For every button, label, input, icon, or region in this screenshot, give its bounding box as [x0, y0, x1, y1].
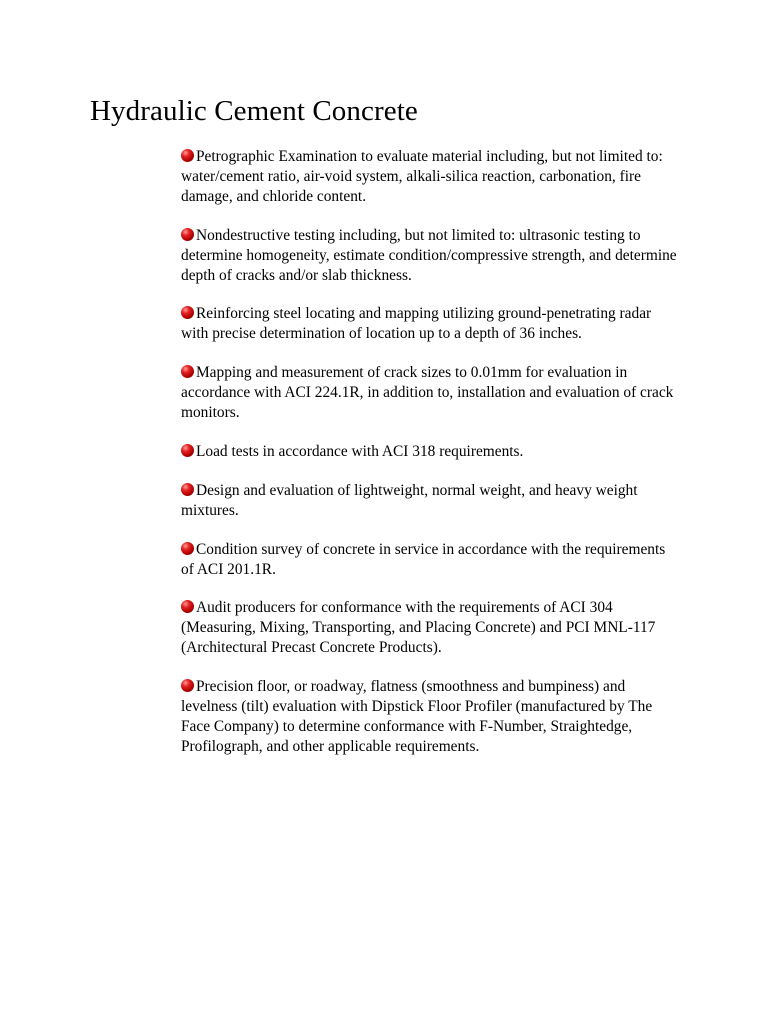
list-item	[181, 363, 681, 423]
list-item-text: Petrographic Examination to evaluate material including, but not limited to: water/cement ratio, air-void system, alkali-silica reaction, carbonation, fire damage, and chloride content.	[181, 148, 663, 205]
list-item	[181, 677, 681, 757]
red-bullet-icon	[181, 679, 194, 692]
red-bullet-icon	[181, 483, 194, 496]
list-item-text: Audit producers for conformance with the requirements of ACI 304 (Measuring, Mixing, Transporting, and Placing Concrete) and PCI MNL-117 (Architectural Precast Concrete Products).	[181, 599, 656, 657]
list-item-text: Mapping and measurement of crack sizes to 0.01mm for evaluation in accordance with ACI 224.1R, in addition to, installation and evaluation of crack monitors.	[181, 363, 674, 421]
services-list	[181, 147, 681, 775]
red-bullet-icon	[181, 228, 194, 241]
list-item	[181, 304, 681, 344]
list-item-text: Nondestructive testing including, but not limited to: ultrasonic testing to determine homogeneity, estimate condition/compressive strength, and determine depth of cracks and/or slab thickness.	[181, 226, 677, 284]
red-bullet-icon	[181, 149, 194, 162]
list-item-text: Design and evaluation of lightweight, normal weight, and heavy weight mixtures.	[181, 481, 638, 519]
page-title: Hydraulic Cement Concrete	[90, 95, 418, 127]
red-bullet-icon	[181, 600, 194, 613]
list-item	[181, 442, 681, 462]
list-item-text: Reinforcing steel locating and mapping utilizing ground-penetrating radar with precise determination of location up to a depth of 36 inches.	[181, 305, 652, 343]
list-item	[181, 598, 681, 658]
red-bullet-icon	[181, 542, 194, 555]
list-item	[181, 540, 681, 580]
red-bullet-icon	[181, 306, 194, 319]
list-item	[181, 147, 681, 207]
red-bullet-icon	[181, 365, 194, 378]
list-item	[181, 226, 681, 286]
list-item-text: Condition survey of concrete in service in accordance with the requirements of ACI 201.1R.	[181, 540, 666, 578]
list-item-text: Precision floor, or roadway, flatness (smoothness and bumpiness) and levelness (tilt) evaluation with Dipstick Floor Profiler (manufactured by The Face Company) to determine conformance with F-Number, Straightedge, Profilograph, and other applicable requirements.	[181, 677, 653, 755]
red-bullet-icon	[181, 444, 194, 457]
list-item-text: Load tests in accordance with ACI 318 requirements.	[196, 443, 524, 461]
list-item	[181, 481, 681, 521]
